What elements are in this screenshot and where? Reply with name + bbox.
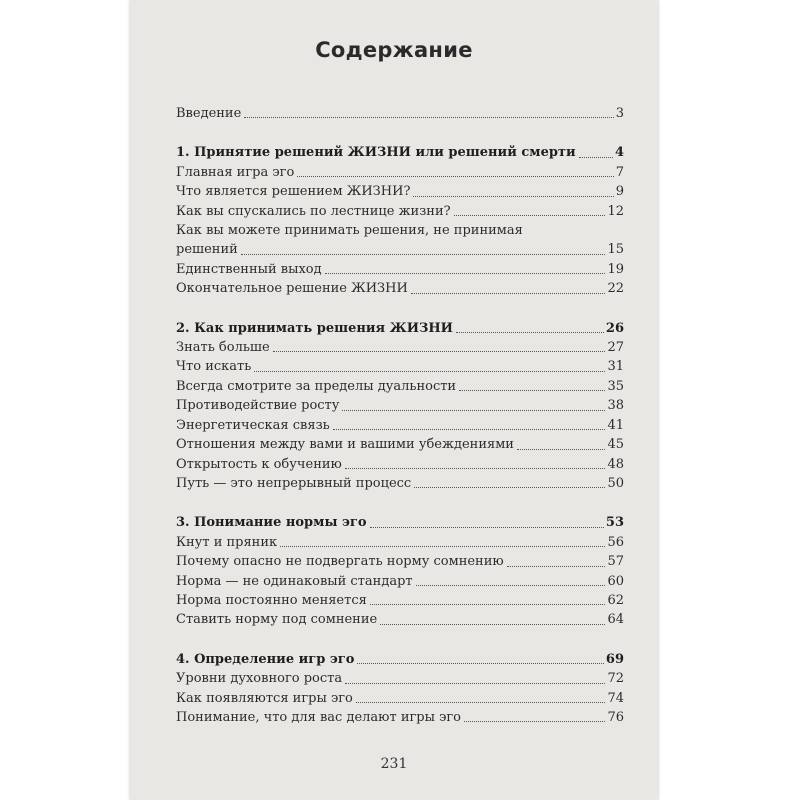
toc-entry: [176, 689, 624, 708]
toc-entry-page: 72: [607, 671, 624, 687]
toc-entry-page: 31: [607, 359, 624, 375]
toc-entry-label: Что является решением ЖИЗНИ?: [176, 184, 411, 200]
toc-entry-page: 60: [607, 573, 624, 589]
toc-entry: [176, 552, 624, 571]
dot-leader: [454, 215, 606, 216]
dot-leader: [370, 527, 604, 528]
toc-section-page: 4: [614, 145, 624, 161]
toc-entry: [176, 708, 624, 727]
toc-entry-page: 3: [615, 106, 624, 121]
toc-entry-label: Почему опасно не подвергать норму сомнению: [176, 554, 504, 570]
dot-leader: [357, 663, 604, 664]
toc-entry-label: Введение: [176, 106, 242, 121]
toc-entry-label: Единственный выход: [176, 261, 322, 277]
dot-leader: [342, 410, 605, 411]
dot-leader: [297, 176, 613, 177]
dot-leader: [416, 585, 606, 586]
toc-entry-label: Как вы спускались по лестнице жизни?: [176, 203, 451, 219]
toc-entry-page: 62: [607, 592, 624, 608]
toc-entry: [176, 591, 624, 610]
toc-entry-page: 7: [615, 164, 624, 180]
toc-entry-label: Главная игра эго: [176, 164, 295, 180]
table-of-contents: [176, 104, 624, 727]
dot-leader: [241, 254, 606, 255]
dot-leader: [244, 117, 613, 118]
toc-entry: [176, 240, 624, 259]
toc-entry-page: 38: [607, 398, 624, 414]
dot-leader: [414, 487, 605, 488]
book-page: [130, 0, 658, 800]
toc-entry: [176, 202, 624, 221]
dot-leader: [464, 721, 605, 722]
dot-leader: [456, 332, 604, 333]
toc-entry-label: Норма — не одинаковый стандарт: [176, 573, 413, 589]
toc-entry: [176, 260, 624, 279]
toc-entry: [176, 474, 624, 493]
toc-entry-label: Что искать: [176, 359, 252, 375]
dot-leader: [280, 546, 605, 547]
dot-leader: [380, 624, 605, 625]
dot-leader: [411, 293, 606, 294]
toc-entry-label-line1: Как вы можете принимать решения, не принимая: [176, 223, 523, 239]
toc-entry-label: Кнут и пряник: [176, 534, 278, 550]
toc-entry-page: 15: [607, 242, 624, 258]
toc-entry-page: 27: [607, 340, 624, 356]
toc-entry-label: Ставить норму под сомнение: [176, 612, 378, 628]
toc-entry-intro: [176, 104, 624, 123]
toc-entry: [176, 435, 624, 454]
toc-entry-page: 45: [607, 437, 624, 453]
toc-entry-label: Понимание, что для вас делают игры эго: [176, 709, 462, 725]
dot-leader: [273, 351, 606, 352]
toc-entry-page: 57: [607, 554, 624, 570]
toc-entry: [176, 377, 624, 396]
toc-section-label: 1. Принятие решений ЖИЗНИ или решений смерти: [176, 145, 576, 161]
toc-entry-label: Энергетическая связь: [176, 417, 330, 433]
toc-entry: [176, 396, 624, 415]
toc-entry: [176, 669, 624, 688]
toc-entry-label: Путь — это непрерывный процесс: [176, 475, 412, 491]
toc-section-page: 69: [605, 651, 624, 667]
toc-entry-page: 74: [607, 690, 624, 706]
toc-entry-page: 22: [607, 281, 624, 297]
dot-leader: [254, 371, 605, 372]
toc-entry: [176, 338, 624, 357]
toc-section-label: 4. Определение игр эго: [176, 651, 355, 667]
toc-section-1: [176, 143, 624, 162]
toc-entry-label: Отношения между вами и вашими убеждениями: [176, 437, 514, 453]
dot-leader: [413, 196, 613, 197]
toc-section-label: 2. Как принимать решения ЖИЗНИ: [176, 320, 453, 336]
dot-leader: [459, 390, 605, 391]
toc-entry-page: 76: [607, 709, 624, 725]
dot-leader: [370, 604, 606, 605]
toc-entry: [176, 416, 624, 435]
toc-entry-page: 56: [607, 534, 624, 550]
toc-entry-page: 48: [607, 456, 624, 472]
dot-leader: [356, 702, 606, 703]
toc-entry: [176, 357, 624, 376]
toc-entry: [176, 610, 624, 629]
toc-section-3: [176, 513, 624, 532]
toc-section-page: 53: [605, 515, 624, 531]
dot-leader: [345, 468, 606, 469]
toc-entry-page: 9: [615, 184, 624, 200]
toc-entry-page: 64: [607, 612, 624, 628]
toc-entry-label: Всегда смотрите за пределы дуальности: [176, 378, 457, 394]
toc-entry-label: Знать больше: [176, 340, 270, 356]
toc-entry-page: 12: [607, 203, 624, 219]
dot-leader: [333, 429, 606, 430]
toc-entry-page: 50: [607, 475, 624, 491]
toc-entry: [176, 163, 624, 182]
toc-entry: [176, 279, 624, 298]
toc-entry-label: Противодействие росту: [176, 398, 340, 414]
toc-entry-label: Окончательное решение ЖИЗНИ: [176, 281, 408, 297]
dot-leader: [579, 157, 613, 158]
toc-entry-page: 35: [607, 378, 624, 394]
toc-section-4: [176, 650, 624, 669]
dot-leader: [507, 566, 606, 567]
toc-entry: [176, 455, 624, 474]
toc-entry-label: Открытость к обучению: [176, 456, 342, 472]
toc-entry: [176, 533, 624, 552]
toc-entry-page: 41: [607, 417, 624, 433]
toc-entry-label: решений: [176, 242, 238, 258]
dot-leader: [325, 273, 606, 274]
dot-leader: [517, 449, 605, 450]
toc-entry-label: Уровни духовного роста: [176, 671, 343, 687]
page-number: 231: [380, 756, 408, 772]
toc-entry-page: 19: [607, 261, 624, 277]
toc-entry-label: Как появляются игры эго: [176, 690, 353, 706]
toc-section-label: 3. Понимание нормы эго: [176, 515, 367, 531]
toc-entry: [176, 572, 624, 591]
toc-section-2: [176, 319, 624, 338]
toc-entry-label: Норма постоянно меняется: [176, 592, 367, 608]
toc-entry: [176, 182, 624, 201]
page-title: Содержание: [315, 38, 473, 62]
dot-leader: [345, 683, 605, 684]
toc-section-page: 26: [605, 320, 624, 336]
